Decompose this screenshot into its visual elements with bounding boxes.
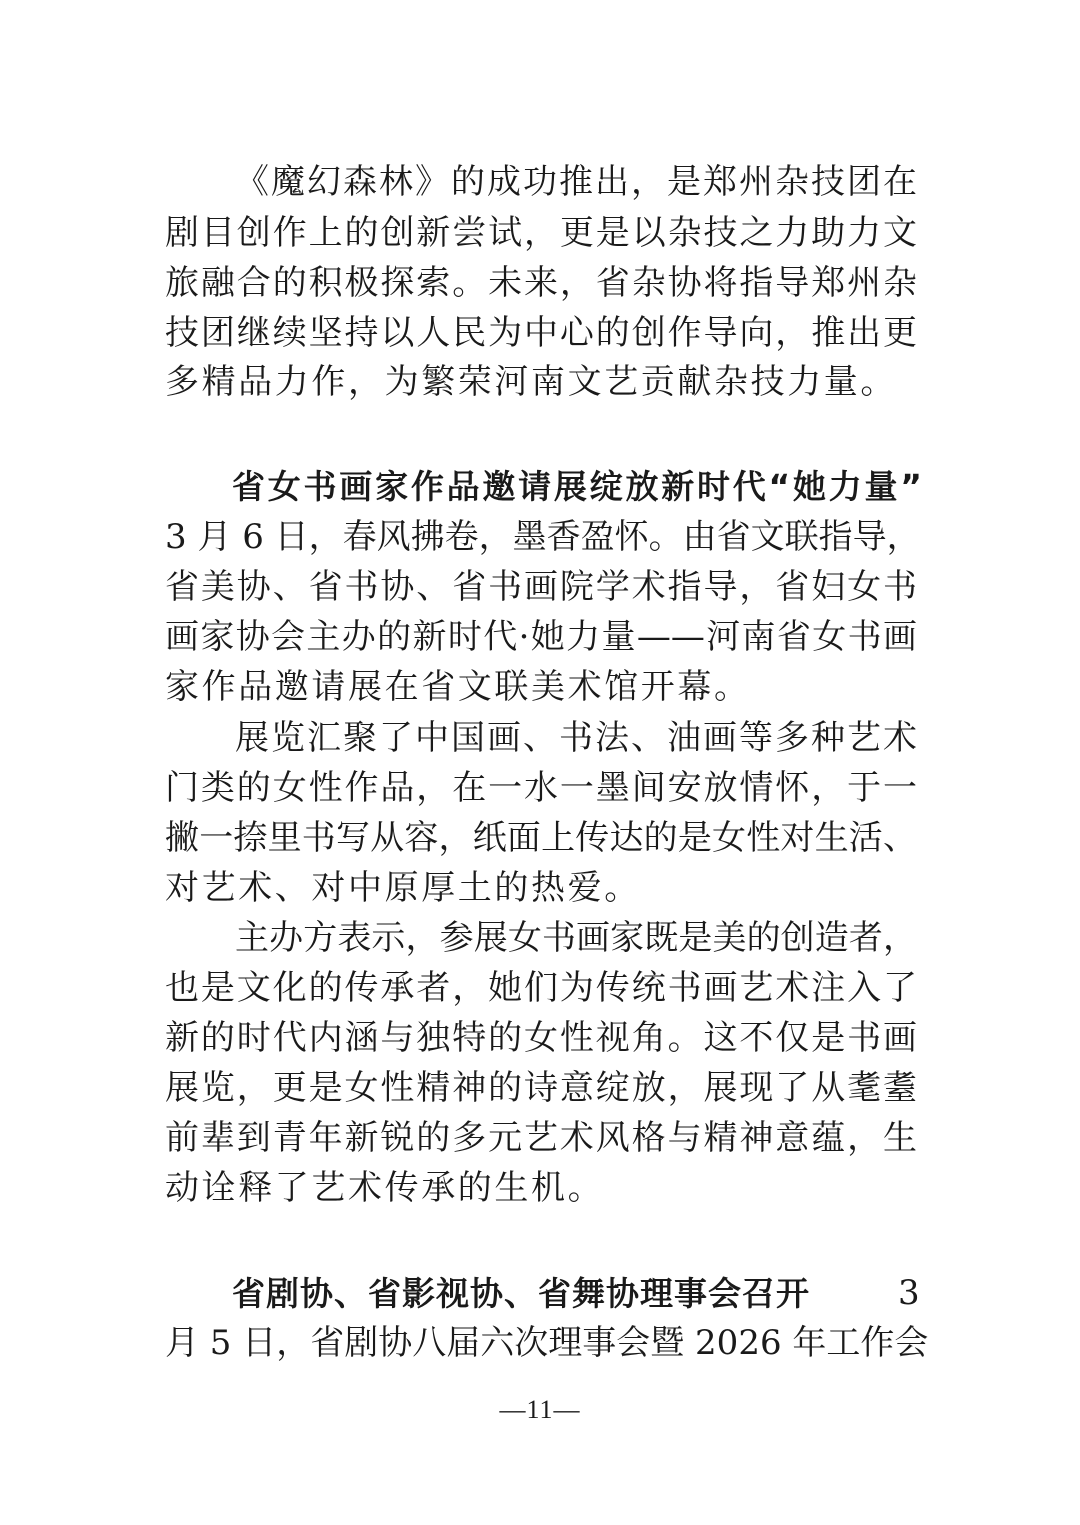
text-line: 多精品力作，为繁荣河南文艺贡献杂技力量。 [165, 362, 897, 402]
text-line: 月 5 日，省剧协八届六次理事会暨 2026 年工作会 [165, 1323, 929, 1363]
text-line: 旅融合的积极探索。未来，省杂协将指导郑州杂 [165, 263, 917, 303]
text-line: 对艺术、对中原厚土的热爱。 [165, 868, 641, 908]
text-line: 主办方表示，参展女书画家既是美的创造者， [235, 918, 917, 958]
text-line: 动诠释了艺术传承的生机。 [165, 1168, 605, 1208]
text-line: 省美协、省书协、省书画院学术指导，省妇女书 [165, 567, 917, 607]
text-line: 前辈到青年新锐的多元艺术风格与精神意蕴，生 [165, 1118, 917, 1158]
text-line: 剧目创作上的创新尝试，更是以杂技之力助力文 [165, 213, 917, 253]
text-line: 展览，更是女性精神的诗意绽放，展现了从耄耋 [165, 1068, 917, 1108]
text-line: 技团继续坚持以人民为中心的创作导向，推出更 [165, 313, 917, 353]
text-line: 新的时代内涵与独特的女性视角。这不仅是书画 [165, 1018, 917, 1058]
page-number: —11— [499, 1395, 581, 1424]
text-fragment: 3 [898, 1273, 923, 1313]
text-line: 展览汇聚了中国画、书法、油画等多种艺术 [235, 718, 917, 758]
text-line: 画家协会主办的新时代·她力量——河南省女书画 [165, 617, 917, 657]
section-heading: 省剧协、省影视协、省舞协理事会召开 [232, 1274, 810, 1313]
text-line: 门类的女性作品，在一水一墨间安放情怀，于一 [165, 768, 917, 808]
text-line: 3 月 6 日，春风拂卷，墨香盈怀。由省文联指导， [165, 517, 921, 557]
section-heading: 省女书画家作品邀请展绽放新时代“她力量” [232, 467, 922, 506]
text-line: 家作品邀请展在省文联美术馆开幕。 [165, 667, 751, 707]
text-line: 《魔幻森林》的成功推出，是郑州杂技团在 [235, 162, 917, 202]
text-line: 撇一捺里书写从容，纸面上传达的是女性对生活、 [165, 818, 917, 858]
text-line: 也是文化的传承者，她们为传统书画艺术注入了 [165, 968, 917, 1008]
